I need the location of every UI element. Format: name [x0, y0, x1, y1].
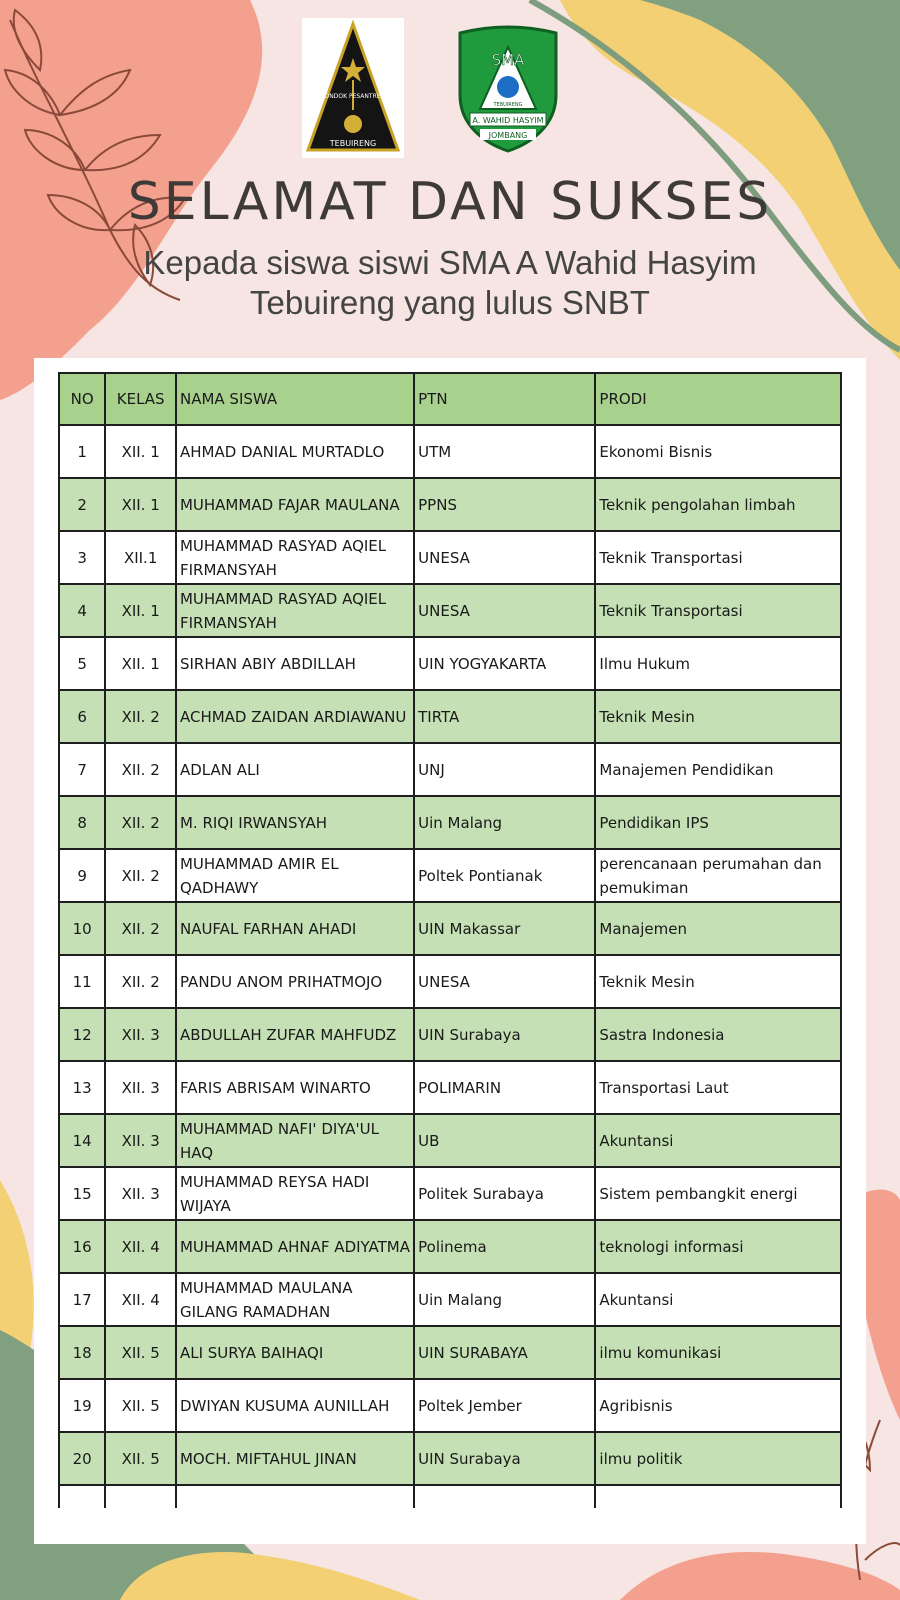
cell-ptn: Uin Malang	[414, 1273, 595, 1326]
cell-prodi: teknologi informasi	[595, 1220, 841, 1273]
cell-no: 2	[59, 478, 105, 531]
cell-no: 11	[59, 955, 105, 1008]
header-nama: NAMA SISWA	[176, 373, 414, 425]
cell-nama: SIRHAN ABIY ABDILLAH	[176, 637, 414, 690]
cell-nama: NAUFAL FARHAN AHADI	[176, 902, 414, 955]
table-row	[59, 1273, 841, 1326]
cell-kelas: XII. 2	[105, 902, 176, 955]
table-row	[59, 1432, 841, 1485]
cell-ptn: UIN Makassar	[414, 902, 595, 955]
cell-empty	[414, 1485, 595, 1508]
cell-nama: MUHAMMAD FAJAR MAULANA	[176, 478, 414, 531]
cell-no: 1	[59, 425, 105, 478]
cell-kelas: XII. 5	[105, 1326, 176, 1379]
cell-no: 8	[59, 796, 105, 849]
cell-no: 20	[59, 1432, 105, 1485]
cell-no: 13	[59, 1061, 105, 1114]
table-row	[59, 425, 841, 478]
cell-ptn: UIN Surabaya	[414, 1432, 595, 1485]
table-row	[59, 584, 841, 637]
cell-kelas: XII. 5	[105, 1379, 176, 1432]
cell-prodi: Sistem pembangkit energi	[595, 1167, 841, 1220]
cell-kelas: XII. 3	[105, 1061, 176, 1114]
cell-prodi: Teknik pengolahan limbah	[595, 478, 841, 531]
cell-kelas: XII. 2	[105, 849, 176, 902]
cell-nama: ABDULLAH ZUFAR MAHFUDZ	[176, 1008, 414, 1061]
cell-kelas: XII. 5	[105, 1432, 176, 1485]
cell-nama: FARIS ABRISAM WINARTO	[176, 1061, 414, 1114]
cell-no: 3	[59, 531, 105, 584]
cell-ptn: UNESA	[414, 955, 595, 1008]
cell-empty	[176, 1485, 414, 1508]
cell-no: 5	[59, 637, 105, 690]
table-row	[59, 1008, 841, 1061]
cell-no: 16	[59, 1220, 105, 1273]
cell-kelas: XII. 3	[105, 1008, 176, 1061]
cell-no: 18	[59, 1326, 105, 1379]
right-logo-text-banner: A. WAHID HASYIM	[472, 116, 544, 125]
cell-ptn: UIN YOGYAKARTA	[414, 637, 595, 690]
sma-wahid-hasyim-logo	[452, 25, 564, 153]
table-row	[59, 796, 841, 849]
cell-kelas: XII. 1	[105, 425, 176, 478]
cell-kelas: XII. 4	[105, 1220, 176, 1273]
cell-nama: AHMAD DANIAL MURTADLO	[176, 425, 414, 478]
cell-prodi: Agribisnis	[595, 1379, 841, 1432]
cell-empty	[595, 1485, 841, 1508]
tebuireng-logo	[302, 18, 404, 158]
cell-ptn: UTM	[414, 425, 595, 478]
cell-prodi: ilmu komunikasi	[595, 1326, 841, 1379]
page-title: SELAMAT DAN SUKSES	[127, 172, 773, 232]
cell-ptn: UIN SURABAYA	[414, 1326, 595, 1379]
cell-prodi: Akuntansi	[595, 1114, 841, 1167]
header-no: NO	[59, 373, 105, 425]
cell-kelas: XII. 3	[105, 1114, 176, 1167]
cell-nama: MUHAMMAD RASYAD AQIEL FIRMANSYAH	[176, 531, 414, 584]
cell-no: 17	[59, 1273, 105, 1326]
cell-ptn: UB	[414, 1114, 595, 1167]
table-row	[59, 478, 841, 531]
cell-prodi: Manajemen Pendidikan	[595, 743, 841, 796]
cell-no: 4	[59, 584, 105, 637]
cell-no: 12	[59, 1008, 105, 1061]
cell-nama: DWIYAN KUSUMA AUNILLAH	[176, 1379, 414, 1432]
cell-kelas: XII.1	[105, 531, 176, 584]
cell-no: 14	[59, 1114, 105, 1167]
header-ptn: PTN	[414, 373, 595, 425]
cell-kelas: XII. 1	[105, 478, 176, 531]
cell-ptn: Uin Malang	[414, 796, 595, 849]
cell-kelas: XII. 2	[105, 796, 176, 849]
cell-prodi: Transportasi Laut	[595, 1061, 841, 1114]
cell-ptn: TIRTA	[414, 690, 595, 743]
table-row	[59, 1326, 841, 1379]
cell-prodi: Sastra Indonesia	[595, 1008, 841, 1061]
cell-prodi: Pendidikan IPS	[595, 796, 841, 849]
table-row	[59, 743, 841, 796]
cell-empty	[105, 1485, 176, 1508]
cell-nama: MUHAMMAD AMIR EL QADHAWY	[176, 849, 414, 902]
table-row	[59, 955, 841, 1008]
cell-prodi: Teknik Transportasi	[595, 584, 841, 637]
cell-ptn: Poltek Jember	[414, 1379, 595, 1432]
table-row-empty	[59, 1485, 841, 1508]
table-row	[59, 1114, 841, 1167]
cell-ptn: UIN Surabaya	[414, 1008, 595, 1061]
cell-kelas: XII. 2	[105, 743, 176, 796]
table-row	[59, 531, 841, 584]
right-logo-text-bottom: JOMBANG	[488, 131, 528, 140]
cell-ptn: Polinema	[414, 1220, 595, 1273]
cell-no: 6	[59, 690, 105, 743]
cell-nama: MUHAMMAD REYSA HADI WIJAYA	[176, 1167, 414, 1220]
cell-prodi: perencanaan perumahan dan pemukiman	[595, 849, 841, 902]
cell-nama: MUHAMMAD MAULANA GILANG RAMADHAN	[176, 1273, 414, 1326]
cell-nama: M. RIQI IRWANSYAH	[176, 796, 414, 849]
cell-nama: MUHAMMAD NAFI' DIYA'UL HAQ	[176, 1114, 414, 1167]
table-row	[59, 1379, 841, 1432]
cell-empty	[59, 1485, 105, 1508]
cell-kelas: XII. 2	[105, 690, 176, 743]
cell-nama: MOCH. MIFTAHUL JINAN	[176, 1432, 414, 1485]
table-row	[59, 1220, 841, 1273]
table-row	[59, 849, 841, 902]
subtitle-line-2: Tebuireng yang lulus SNBT	[250, 284, 650, 321]
cell-no: 7	[59, 743, 105, 796]
right-logo-text-mid: TEBUIRENG	[493, 102, 523, 108]
right-logo-text-top: SMA	[491, 51, 525, 69]
cell-prodi: ilmu politik	[595, 1432, 841, 1485]
cell-kelas: XII. 2	[105, 955, 176, 1008]
cell-no: 19	[59, 1379, 105, 1432]
cell-ptn: Politek Surabaya	[414, 1167, 595, 1220]
cell-prodi: Akuntansi	[595, 1273, 841, 1326]
table-header-row	[59, 373, 841, 425]
cell-kelas: XII. 3	[105, 1167, 176, 1220]
cell-prodi: Teknik Transportasi	[595, 531, 841, 584]
cell-prodi: Teknik Mesin	[595, 955, 841, 1008]
left-logo-text-top: PONDOK PESANTREN	[320, 93, 386, 100]
cell-ptn: UNESA	[414, 584, 595, 637]
cell-kelas: XII. 1	[105, 584, 176, 637]
table-row	[59, 637, 841, 690]
cell-ptn: POLIMARIN	[414, 1061, 595, 1114]
cell-ptn: Poltek Pontianak	[414, 849, 595, 902]
cell-no: 15	[59, 1167, 105, 1220]
cell-prodi: Manajemen	[595, 902, 841, 955]
table-row	[59, 1167, 841, 1220]
table-row	[59, 690, 841, 743]
left-logo-text-bottom: TEBUIRENG	[329, 139, 377, 148]
cell-nama: MUHAMMAD RASYAD AQIEL FIRMANSYAH	[176, 584, 414, 637]
cell-nama: ALI SURYA BAIHAQI	[176, 1326, 414, 1379]
cell-nama: PANDU ANOM PRIHATMOJO	[176, 955, 414, 1008]
cell-nama: ACHMAD ZAIDAN ARDIAWANU	[176, 690, 414, 743]
cell-prodi: Ilmu Hukum	[595, 637, 841, 690]
cell-kelas: XII. 4	[105, 1273, 176, 1326]
header-prodi: PRODI	[595, 373, 841, 425]
cell-kelas: XII. 1	[105, 637, 176, 690]
graduates-table	[58, 372, 842, 1508]
cell-no: 9	[59, 849, 105, 902]
cell-ptn: PPNS	[414, 478, 595, 531]
header-kelas: KELAS	[105, 373, 176, 425]
cell-nama: MUHAMMAD AHNAF ADIYATMA	[176, 1220, 414, 1273]
cell-ptn: UNESA	[414, 531, 595, 584]
cell-nama: ADLAN ALI	[176, 743, 414, 796]
subtitle-line-1: Kepada siswa siswi SMA A Wahid Hasyim	[143, 244, 757, 281]
table-row	[59, 1061, 841, 1114]
cell-prodi: Teknik Mesin	[595, 690, 841, 743]
cell-prodi: Ekonomi Bisnis	[595, 425, 841, 478]
cell-no: 10	[59, 902, 105, 955]
table-row	[59, 902, 841, 955]
cell-ptn: UNJ	[414, 743, 595, 796]
